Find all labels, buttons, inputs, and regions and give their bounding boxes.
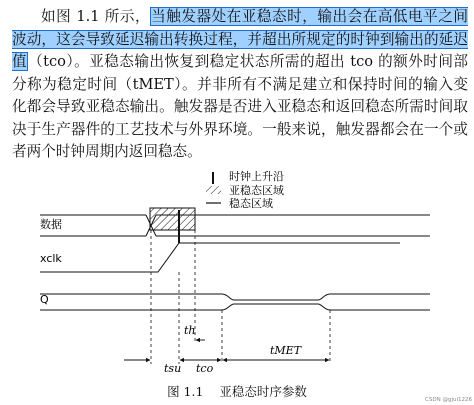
legend-meta-symbol bbox=[206, 186, 221, 194]
timing-diagram bbox=[0, 164, 474, 379]
data-waveform bbox=[40, 208, 430, 236]
label-tmet: tMET bbox=[270, 344, 302, 357]
highlighted-sentence: 当触发器处在亚稳态时，输出会在高低电平之间波动，这会导致延迟输出转换过程，并超出所规定的时钟到输出的延迟值 bbox=[12, 8, 468, 70]
signal-clk-label: xclk bbox=[40, 252, 62, 265]
label-th: th bbox=[184, 324, 196, 337]
caption-title: 亚稳态时序参数 bbox=[219, 384, 307, 399]
para-intro: 如图 1.1 所示， bbox=[41, 8, 151, 25]
legend-meta-label: 亚稳态区域 bbox=[229, 184, 284, 197]
legend-clock-edge-label: 时钟上升沿 bbox=[229, 170, 284, 183]
watermark: CSDN @gjui1226 bbox=[425, 397, 472, 403]
legend-stable-label: 稳态区域 bbox=[229, 197, 273, 210]
figure-caption bbox=[0, 382, 474, 400]
caption-figure-number: 图 1.1 bbox=[167, 384, 204, 399]
label-tco: tco bbox=[196, 362, 214, 375]
body-paragraph bbox=[12, 6, 468, 164]
clock-waveform bbox=[40, 210, 400, 272]
legend bbox=[206, 169, 284, 210]
q-waveform bbox=[40, 294, 430, 310]
signal-data-label: 数据 bbox=[40, 218, 62, 231]
signal-q-label: Q bbox=[40, 293, 49, 306]
para-rest: （tco）。亚稳态输出恢复到稳定状态所需的超出 tco 的额外时间部分称为稳定时间（tMET）。并非所有不满足建立和保持时间的输入变化都会导致亚稳态输出。触发器是否进入亚稳态和返回稳态所需时间取决于生产器件的工艺技术与外界环境。一般来说，触发器都会在一个或者两个时钟周期内返回稳态。 bbox=[12, 53, 468, 160]
label-tsu: tsu bbox=[164, 362, 182, 375]
timing-guides bbox=[151, 230, 330, 364]
